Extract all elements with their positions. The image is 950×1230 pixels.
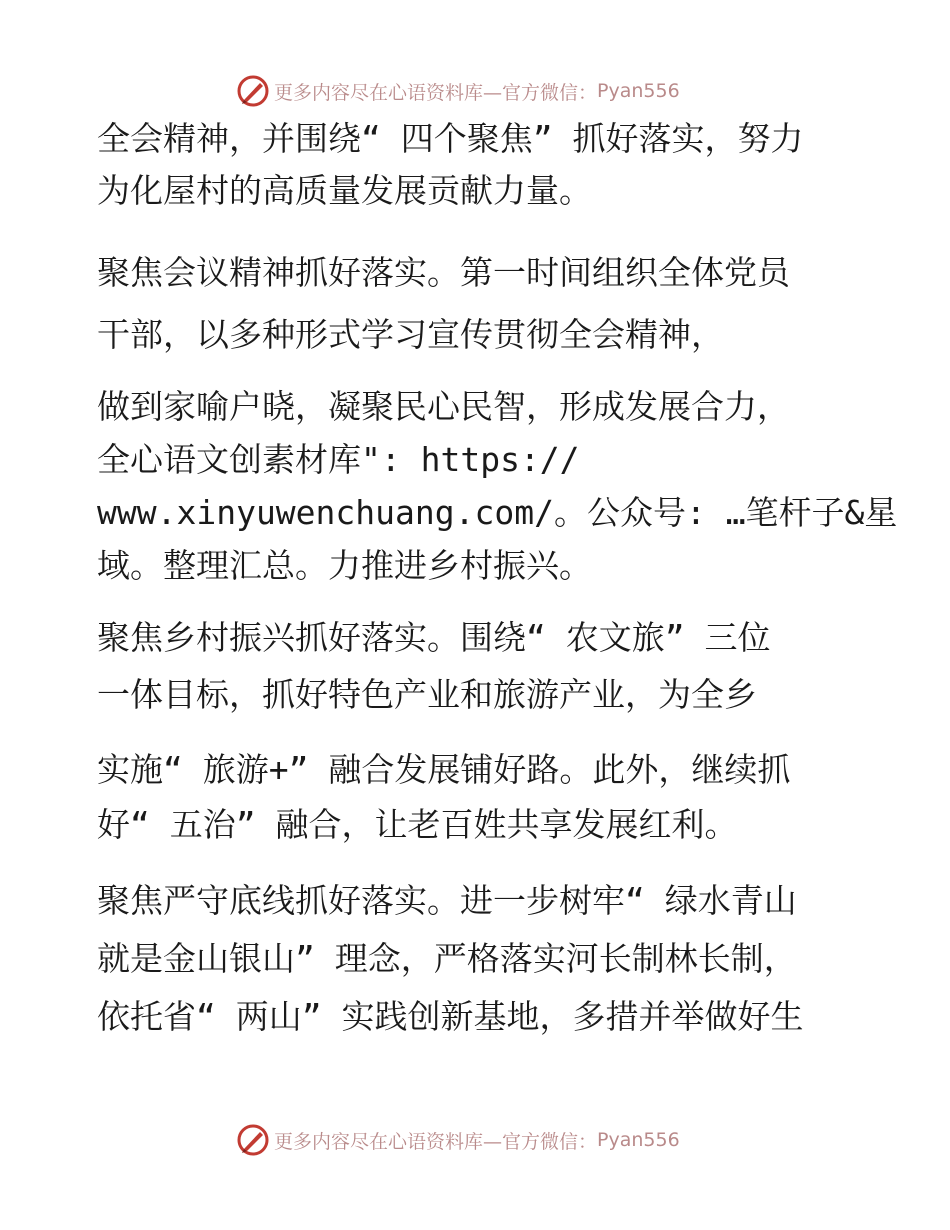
text-line: 域。整理汇总。力推进乡村振兴。 xyxy=(97,546,592,585)
pen-logo-icon xyxy=(236,1123,270,1157)
text-line: 干部，以多种形式学习宣传贯彻全会精神， xyxy=(97,315,724,354)
text-line: www.xinyuwenchuang.com/。公众号: …笔杆子&星 xyxy=(97,493,898,532)
watermark-text: 更多内容尽在心语资料库—官方微信： xyxy=(274,81,598,104)
header-watermark xyxy=(236,74,680,108)
text-line: 为化屋村的高质量发展贡献力量。 xyxy=(97,171,592,210)
text-line: 全心语文创素材库": https:// xyxy=(97,440,580,479)
watermark-wechat-id: Pyan556 xyxy=(597,80,680,102)
text-line: 实施“ 旅游+” 融合发展铺好路。此外，继续抓 xyxy=(97,750,791,789)
text-line: 一体目标，抓好特色产业和旅游产业，为全乡 xyxy=(97,675,757,714)
text-line: 就是金山银山” 理念，严格落实河长制林长制， xyxy=(97,939,797,978)
text-line: 做到家喻户晓，凝聚民心民智，形成发展合力， xyxy=(97,387,790,426)
text-line: 聚焦会议精神抓好落实。第一时间组织全体党员 xyxy=(97,253,790,292)
text-line: 聚焦严守底线抓好落实。进一步树牢“ 绿水青山 xyxy=(97,881,797,920)
watermark-text: 更多内容尽在心语资料库—官方微信： xyxy=(274,1130,598,1153)
text-line: 全会精神，并围绕“ 四个聚焦” 抓好落实，努力 xyxy=(97,119,804,158)
watermark-wechat-id: Pyan556 xyxy=(597,1129,680,1151)
text-line: 聚焦乡村振兴抓好落实。围绕“ 农文旅” 三位 xyxy=(97,618,771,657)
text-line: 好“ 五治” 融合，让老百姓共享发展红利。 xyxy=(97,805,738,844)
text-line: 依托省“ 两山” 实践创新基地，多措并举做好生 xyxy=(97,997,804,1036)
pen-logo-icon xyxy=(236,74,270,108)
document-body xyxy=(97,119,898,1036)
footer-watermark xyxy=(236,1123,680,1157)
